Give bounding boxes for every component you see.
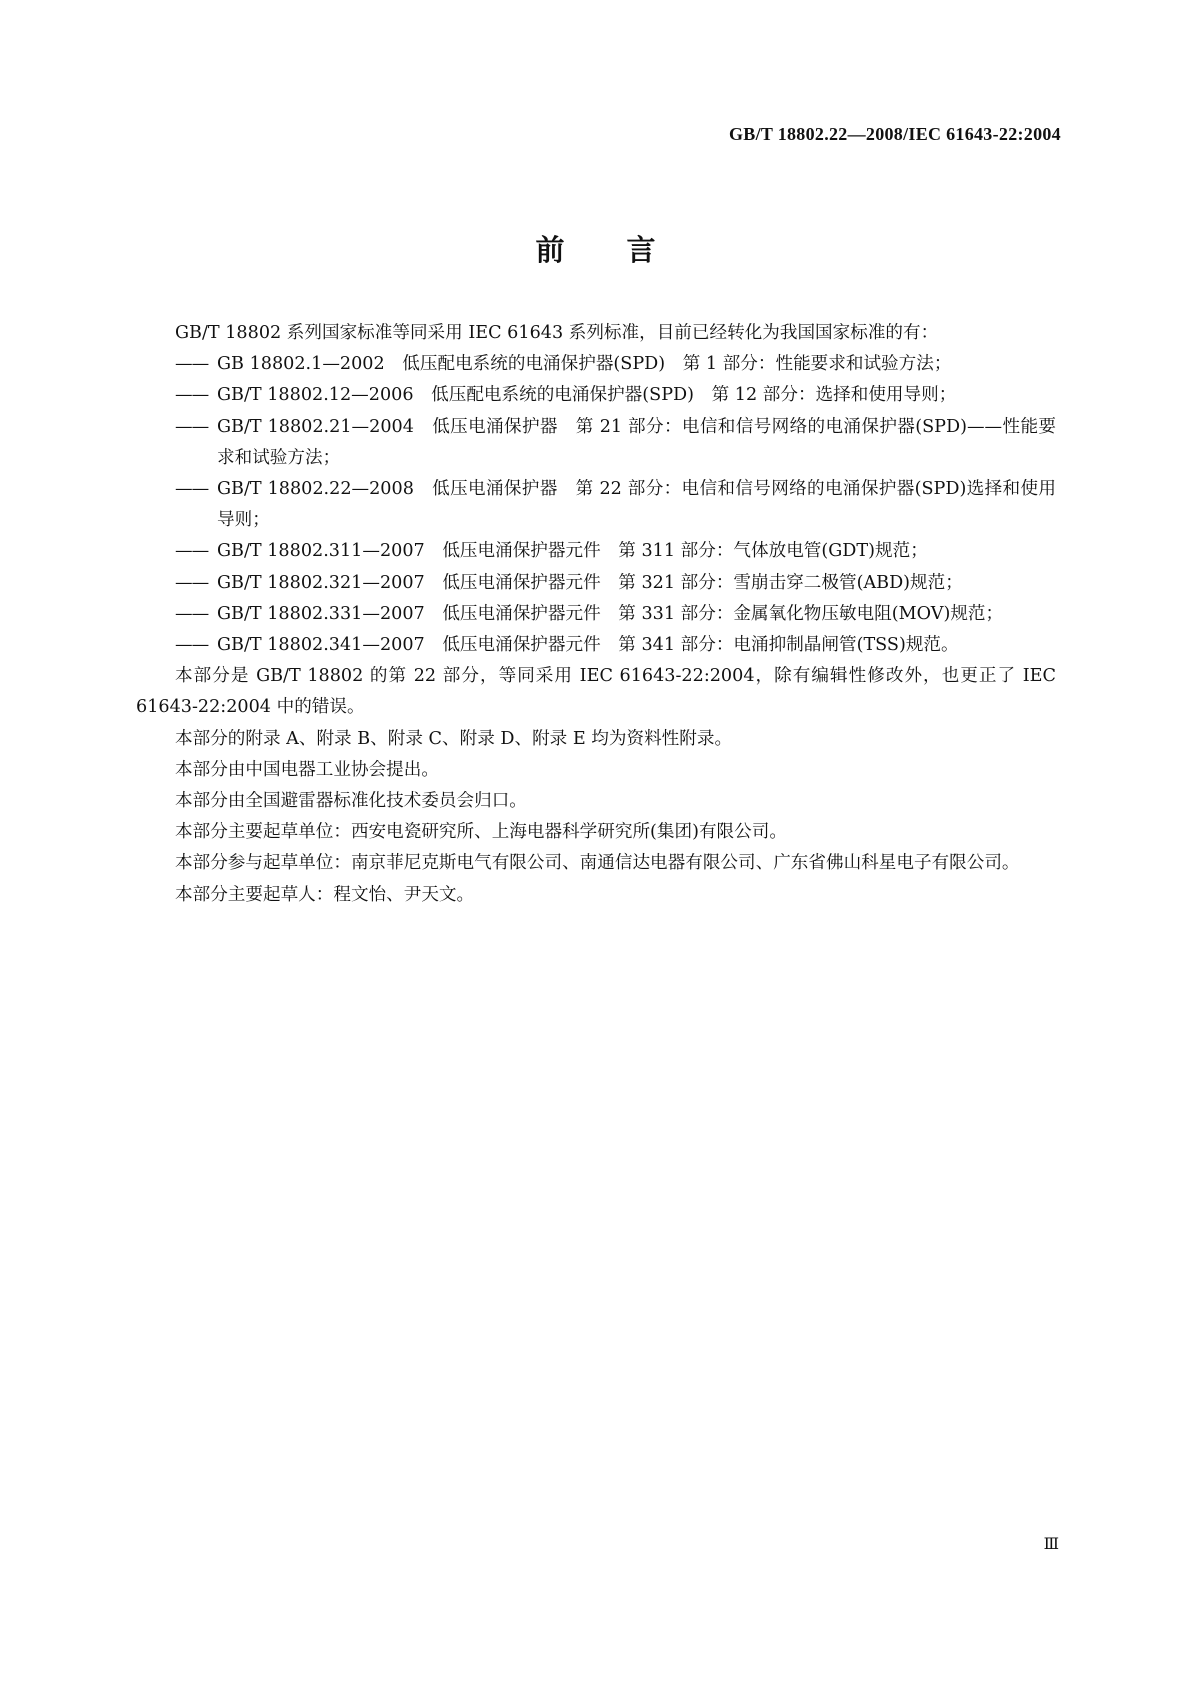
standard-number-header: GB/T 18802.22—2008/IEC 61643-22:2004 — [729, 124, 1061, 144]
body-paragraph: 本部分参与起草单位：南京菲尼克斯电气有限公司、南通信达电器有限公司、广东省佛山科星电子有限公司。 — [175, 853, 1020, 874]
body-paragraph: 本部分是 GB/T 18802 的第 22 部分，等同采用 IEC 61643-22:2004，除有编辑性修改外，也更正了 IEC 61643-22:2004 中的错误。 — [136, 666, 1056, 718]
list-dash: —— — [175, 635, 209, 656]
list-dash: —— — [175, 416, 209, 437]
body-paragraph: 本部分主要起草人：程文怡、尹天文。 — [175, 884, 475, 905]
list-item-text: GB/T 18802.12—2006 低压配电系统的电涌保护器(SPD) 第 12 部分：选择和使用导则； — [217, 385, 957, 406]
list-item — [136, 630, 1056, 661]
list-item — [136, 568, 1056, 599]
list-item-text: GB/T 18802.311—2007 低压电涌保护器元件 第 311 部分：气体放电管(GDT)规范； — [217, 541, 928, 562]
list-item-text: GB/T 18802.341—2007 低压电涌保护器元件 第 341 部分：电涌抑制晶闸管(TSS)规范。 — [217, 635, 959, 656]
list-item-text: GB 18802.1—2002 低压配电系统的电涌保护器(SPD) 第 1 部分：性能要求和试验方法； — [217, 354, 952, 375]
list-dash: —— — [175, 541, 209, 562]
body-paragraph: 本部分由全国避雷器标准化技术委员会归口。 — [175, 791, 527, 812]
title-char-1: 前 — [535, 233, 565, 267]
list-item — [136, 536, 1056, 567]
list-item — [136, 412, 1056, 474]
list-item-text: GB/T 18802.22—2008 低压电涌保护器 第 22 部分：电信和信号网络的电涌保护器(SPD)选择和使用导则； — [217, 479, 1056, 531]
list-item-text: GB/T 18802.21—2004 低压电涌保护器 第 21 部分：电信和信号网络的电涌保护器(SPD)——性能要求和试验方法； — [217, 416, 1056, 468]
intro-paragraph: GB/T 18802 系列国家标准等同采用 IEC 61643 系列标准，目前已经转化为我国国家标准的有： — [175, 323, 939, 343]
list-item-text: GB/T 18802.321—2007 低压电涌保护器元件 第 321 部分：雪崩击穿二极管(ABD)规范； — [217, 572, 963, 593]
list-dash: —— — [175, 354, 209, 375]
body-paragraph: 本部分由中国电器工业协会提出。 — [175, 759, 439, 780]
list-item — [136, 599, 1056, 630]
page-title — [0, 228, 1191, 269]
list-item-text: GB/T 18802.331—2007 低压电涌保护器元件 第 331 部分：金属氧化物压敏电阻(MOV)规范； — [217, 603, 1004, 624]
list-dash: —— — [175, 479, 209, 500]
page-number: Ⅲ — [1043, 1536, 1059, 1553]
document-body — [136, 318, 1056, 911]
list-dash: —— — [175, 385, 209, 406]
list-dash: —— — [175, 603, 209, 624]
list-item — [136, 474, 1056, 536]
list-dash: —— — [175, 572, 209, 593]
body-paragraph: 本部分主要起草单位：西安电瓷研究所、上海电器科学研究所(集团)有限公司。 — [175, 822, 787, 843]
list-item — [136, 349, 1056, 380]
body-paragraph: 本部分的附录 A、附录 B、附录 C、附录 D、附录 E 均为资料性附录。 — [175, 728, 733, 749]
title-char-2: 言 — [626, 233, 656, 267]
list-item — [136, 380, 1056, 411]
